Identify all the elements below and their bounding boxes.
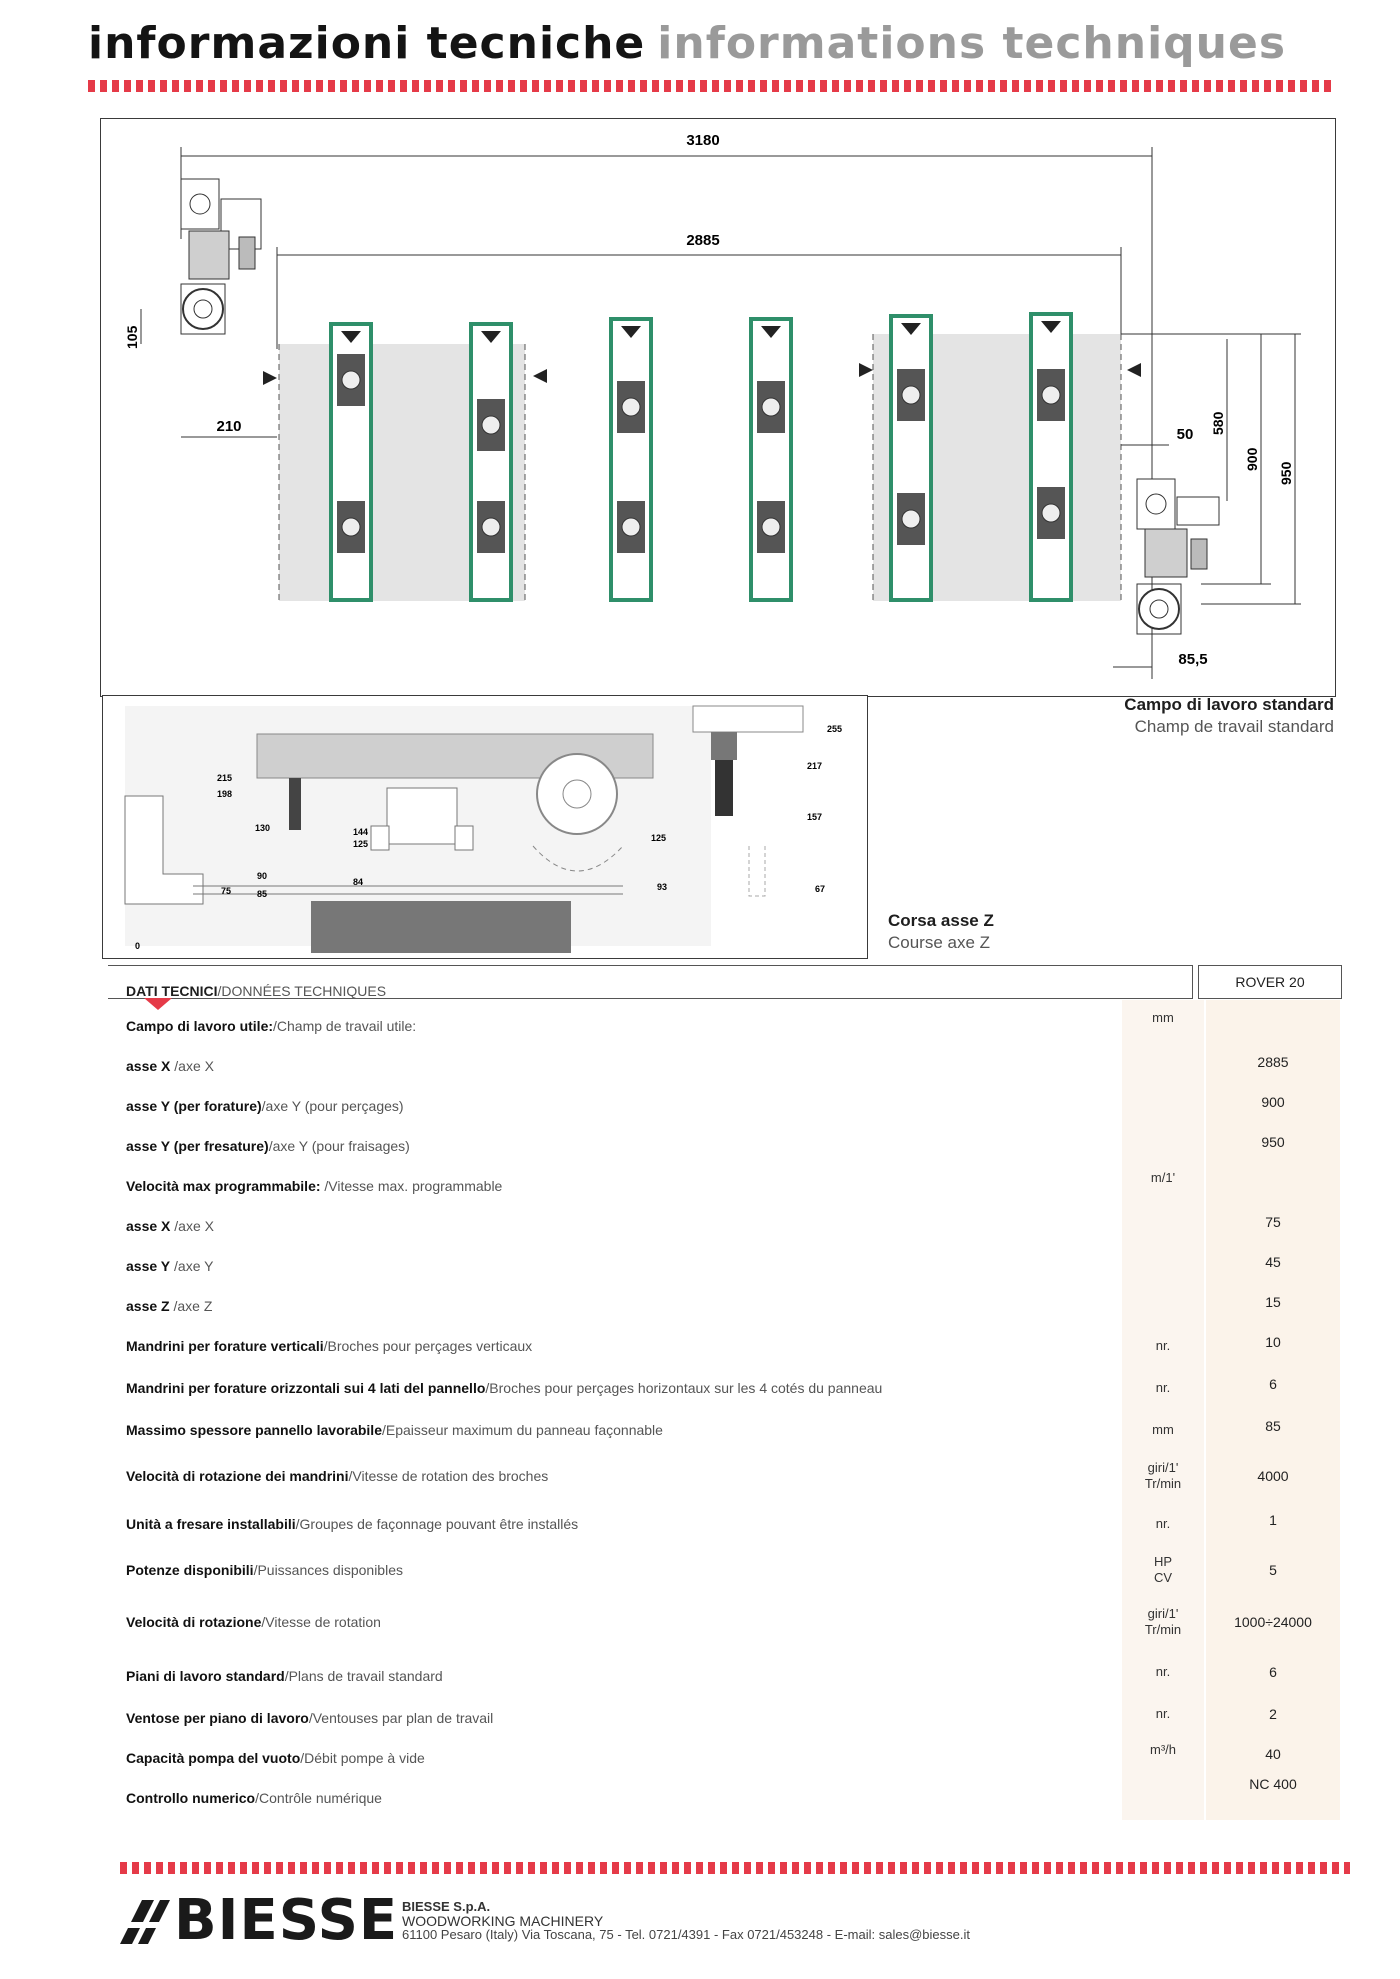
biesse-logo: BIESSE: [174, 1888, 399, 1953]
dimension-2885: 2885: [686, 232, 720, 249]
z-label-130: 130: [255, 823, 271, 833]
spec-label-it: Velocità di rotazione dei mandrini: [126, 1468, 349, 1484]
spec-label-fr: /Vitesse de rotation des broches: [348, 1468, 549, 1484]
spec-unit: [1122, 1606, 1204, 1638]
title-italian: informazioni tecniche: [88, 18, 646, 69]
work-table-beam: [611, 319, 651, 600]
left-machining-head: [181, 179, 261, 334]
spec-row: [0, 1010, 1400, 1044]
dimension-900: 900: [1244, 447, 1260, 471]
spec-row: [0, 1460, 1400, 1494]
company-name: BIESSE S.p.A.: [402, 1899, 491, 1914]
spec-value: 1000÷24000: [1234, 1614, 1312, 1630]
title-french: informations techniques: [657, 18, 1287, 69]
spec-label-it: Mandrini per forature orizzontali sui 4 lati del pannello: [126, 1380, 486, 1396]
spec-row: [0, 1606, 1400, 1640]
table-header-label: [126, 983, 386, 999]
spec-label-fr: /Ventouses par plan de travail: [308, 1710, 494, 1726]
spec-unit: nr.: [1155, 1664, 1171, 1679]
dimension-3180: 3180: [686, 132, 720, 149]
spec-row: [0, 1776, 1400, 1816]
z-label-93: 93: [657, 882, 668, 892]
spec-value: 6: [1269, 1376, 1277, 1392]
spec-label-it: Mandrini per forature verticali: [126, 1338, 324, 1354]
spec-label-fr: /Vitesse de rotation: [261, 1614, 381, 1630]
header-french: /DONNÉES TECHNIQUES: [217, 983, 387, 999]
spec-value: 1: [1269, 1512, 1277, 1528]
unit-line-2: Tr/min: [1144, 1622, 1182, 1637]
working-field-drawing: [101, 119, 1335, 696]
z-label-84: 84: [353, 877, 364, 887]
dimension-50: 50: [1176, 426, 1194, 443]
spec-unit: [1122, 1460, 1204, 1492]
page-title: [88, 18, 1286, 69]
z-label-125b: 125: [651, 833, 667, 843]
work-table-block: [311, 901, 571, 953]
position-marker: [263, 371, 277, 385]
spec-value: 900: [1261, 1094, 1285, 1110]
z-label-157: 157: [807, 812, 823, 822]
spec-label-it: Velocità di rotazione: [126, 1614, 262, 1630]
dimension-580: 580: [1210, 411, 1226, 435]
position-marker: [859, 363, 873, 377]
spec-unit: nr.: [1155, 1706, 1171, 1721]
spec-label-fr: /Broches pour perçages verticaux: [323, 1338, 533, 1354]
spec-label-fr: /Broches pour perçages horizontaux sur les 4 cotés du panneau: [485, 1380, 883, 1396]
spec-label-fr: /Contrôle numérique: [255, 1790, 382, 1806]
position-marker: [533, 369, 547, 383]
spec-label-it: Massimo spessore pannello lavorabile: [126, 1422, 382, 1438]
spec-label-fr: /axe Y (pour fraisages): [268, 1138, 410, 1154]
spec-unit: m/1': [1150, 1170, 1176, 1185]
spec-row: [0, 1372, 1400, 1406]
unit-line-2: CV: [1153, 1570, 1173, 1585]
spec-label-it: Campo di lavoro utile:: [126, 1018, 274, 1034]
spec-label-it: asse Y (per fresature): [126, 1138, 269, 1154]
spec-value: 950: [1261, 1134, 1285, 1150]
unit-line-2: Tr/min: [1144, 1476, 1182, 1491]
dimension-210: 210: [216, 418, 242, 435]
model-label: ROVER 20: [1198, 965, 1342, 999]
spec-unit: nr.: [1155, 1516, 1171, 1531]
z-label-215: 215: [217, 773, 233, 783]
work-table-beam: [471, 324, 511, 600]
spec-row: [0, 1330, 1400, 1364]
unit-line-1: giri/1': [1147, 1460, 1179, 1475]
spec-label-it: asse Y (per forature): [126, 1098, 262, 1114]
spec-unit: [1122, 1554, 1204, 1586]
spec-row: [0, 1660, 1400, 1694]
header-pointer-icon: [144, 998, 172, 1010]
spec-value: 85: [1265, 1418, 1281, 1434]
spec-value: 40: [1265, 1746, 1281, 1762]
spec-label-fr: /Groupes de façonnage pouvant être installés: [295, 1516, 579, 1532]
spec-row: [0, 1290, 1400, 1324]
spec-value: 4000: [1257, 1468, 1289, 1484]
spec-label-fr: /Epaisseur maximum du panneau façonnable: [382, 1422, 663, 1438]
z-label-255: 255: [827, 724, 843, 734]
spec-row: [0, 1210, 1400, 1244]
work-table-beam: [1031, 314, 1071, 600]
z-label-67: 67: [815, 884, 826, 894]
spec-label-fr: /axe Z: [169, 1298, 213, 1314]
table-header: [108, 965, 1193, 999]
work-table-beam: [331, 324, 371, 600]
z-axis-drawing: [103, 696, 867, 958]
z-label-75: 75: [221, 886, 232, 896]
spec-label-fr: /axe X: [170, 1218, 214, 1234]
header-italian: DATI TECNICI: [126, 983, 218, 999]
horizontal-drill-unit: [387, 788, 457, 844]
spec-unit: nr.: [1155, 1338, 1171, 1353]
right-machining-head: [1137, 479, 1219, 634]
spec-value: 6: [1269, 1664, 1277, 1680]
spec-value: 75: [1265, 1214, 1281, 1230]
spec-value: 10: [1265, 1334, 1281, 1350]
caption-french: Course axe Z: [888, 933, 991, 952]
spec-row: [0, 1170, 1400, 1204]
spec-label-it: asse X: [126, 1218, 171, 1234]
z-label-198: 198: [217, 789, 233, 799]
spec-row: [0, 1050, 1400, 1084]
spec-label-it: asse Z: [126, 1298, 170, 1314]
inset-spindle-holder: [711, 732, 737, 760]
spec-label-fr: /Vitesse max. programmable: [320, 1178, 503, 1194]
unit-line-1: HP: [1153, 1554, 1173, 1569]
working-field-caption: [1000, 694, 1334, 738]
z-axis-diagram: [102, 695, 868, 959]
spec-label-it: Velocità max programmabile:: [126, 1178, 321, 1194]
footer-divider: [120, 1862, 1350, 1874]
spec-label-fr: /axe Y: [170, 1258, 214, 1274]
spec-label-it: Unità a fresare installabili: [126, 1516, 296, 1532]
z-label-0: 0: [135, 941, 141, 951]
spec-row: [0, 1130, 1400, 1164]
spec-value: 45: [1265, 1254, 1281, 1270]
spec-row: [0, 1554, 1400, 1588]
spec-unit: m³/h: [1150, 1742, 1176, 1757]
spec-label-it: Capacità pompa del vuoto: [126, 1750, 301, 1766]
spec-label-it: Potenze disponibili: [126, 1562, 254, 1578]
unit-line-1: giri/1': [1147, 1606, 1179, 1621]
inset-router-bit: [715, 760, 733, 816]
spec-label-it: Piani di lavoro standard: [126, 1668, 285, 1684]
spec-row: [0, 1508, 1400, 1542]
z-label-217: 217: [807, 761, 823, 771]
spec-label-it: asse Y: [126, 1258, 171, 1274]
spec-label-fr: /Champ de travail utile:: [273, 1018, 417, 1034]
dimension-950: 950: [1278, 461, 1294, 485]
spec-row: [0, 1742, 1400, 1776]
footer-company-info: [402, 1900, 970, 1942]
spec-label-fr: /axe X: [170, 1058, 214, 1074]
spec-label-fr: /Débit pompe à vide: [300, 1750, 425, 1766]
position-marker: [1127, 363, 1141, 377]
drill-bit: [289, 778, 301, 830]
spec-value: 5: [1269, 1562, 1277, 1578]
dimension-85-5: 85,5: [1178, 651, 1208, 668]
spec-label-fr: /Puissances disponibles: [253, 1562, 403, 1578]
spec-value: NC 400: [1249, 1776, 1297, 1792]
z-label-144: 144: [353, 827, 369, 837]
z-label-90: 90: [257, 871, 268, 881]
z-label-125: 125: [353, 839, 369, 849]
spec-unit: nr.: [1155, 1380, 1171, 1395]
work-table-beam: [891, 316, 931, 600]
spec-row: [0, 1702, 1400, 1736]
spec-value: 2885: [1257, 1054, 1289, 1070]
header-divider: [88, 80, 1332, 92]
dimension-105: 105: [124, 325, 140, 349]
spec-label-fr: /axe Y (pour perçages): [261, 1098, 404, 1114]
spec-label-it: asse X: [126, 1058, 171, 1074]
spec-value: 15: [1265, 1294, 1281, 1310]
spec-row: [0, 1090, 1400, 1124]
z-label-85: 85: [257, 889, 268, 899]
working-field-diagram: [100, 118, 1336, 697]
spec-value: 2: [1269, 1706, 1277, 1722]
company-address: 61100 Pesaro (Italy) Via Toscana, 75 - Tel. 0721/4391 - Fax 0721/453248 - E-mail: sales@biesse.it: [402, 1927, 970, 1942]
work-table-beam: [751, 319, 791, 600]
spec-row: [0, 1250, 1400, 1284]
spec-label-it: Controllo numerico: [126, 1790, 256, 1806]
spec-unit: mm: [1152, 1010, 1174, 1025]
spec-unit: mm: [1152, 1422, 1174, 1437]
caption-italian: Corsa asse Z: [888, 911, 994, 930]
company-tagline: WOODWORKING MACHINERY: [402, 1913, 604, 1929]
spec-label-fr: /Plans de travail standard: [284, 1668, 443, 1684]
inset-spindle-head: [693, 706, 803, 732]
spec-row: [0, 1414, 1400, 1448]
spec-label-it: Ventose per piano di lavoro: [126, 1710, 309, 1726]
z-axis-caption: [888, 910, 1148, 954]
caption-italian: Campo di lavoro standard: [1124, 695, 1334, 714]
caption-french: Champ de travail standard: [1134, 717, 1334, 736]
biesse-logo-mark-icon: [120, 1900, 170, 1944]
